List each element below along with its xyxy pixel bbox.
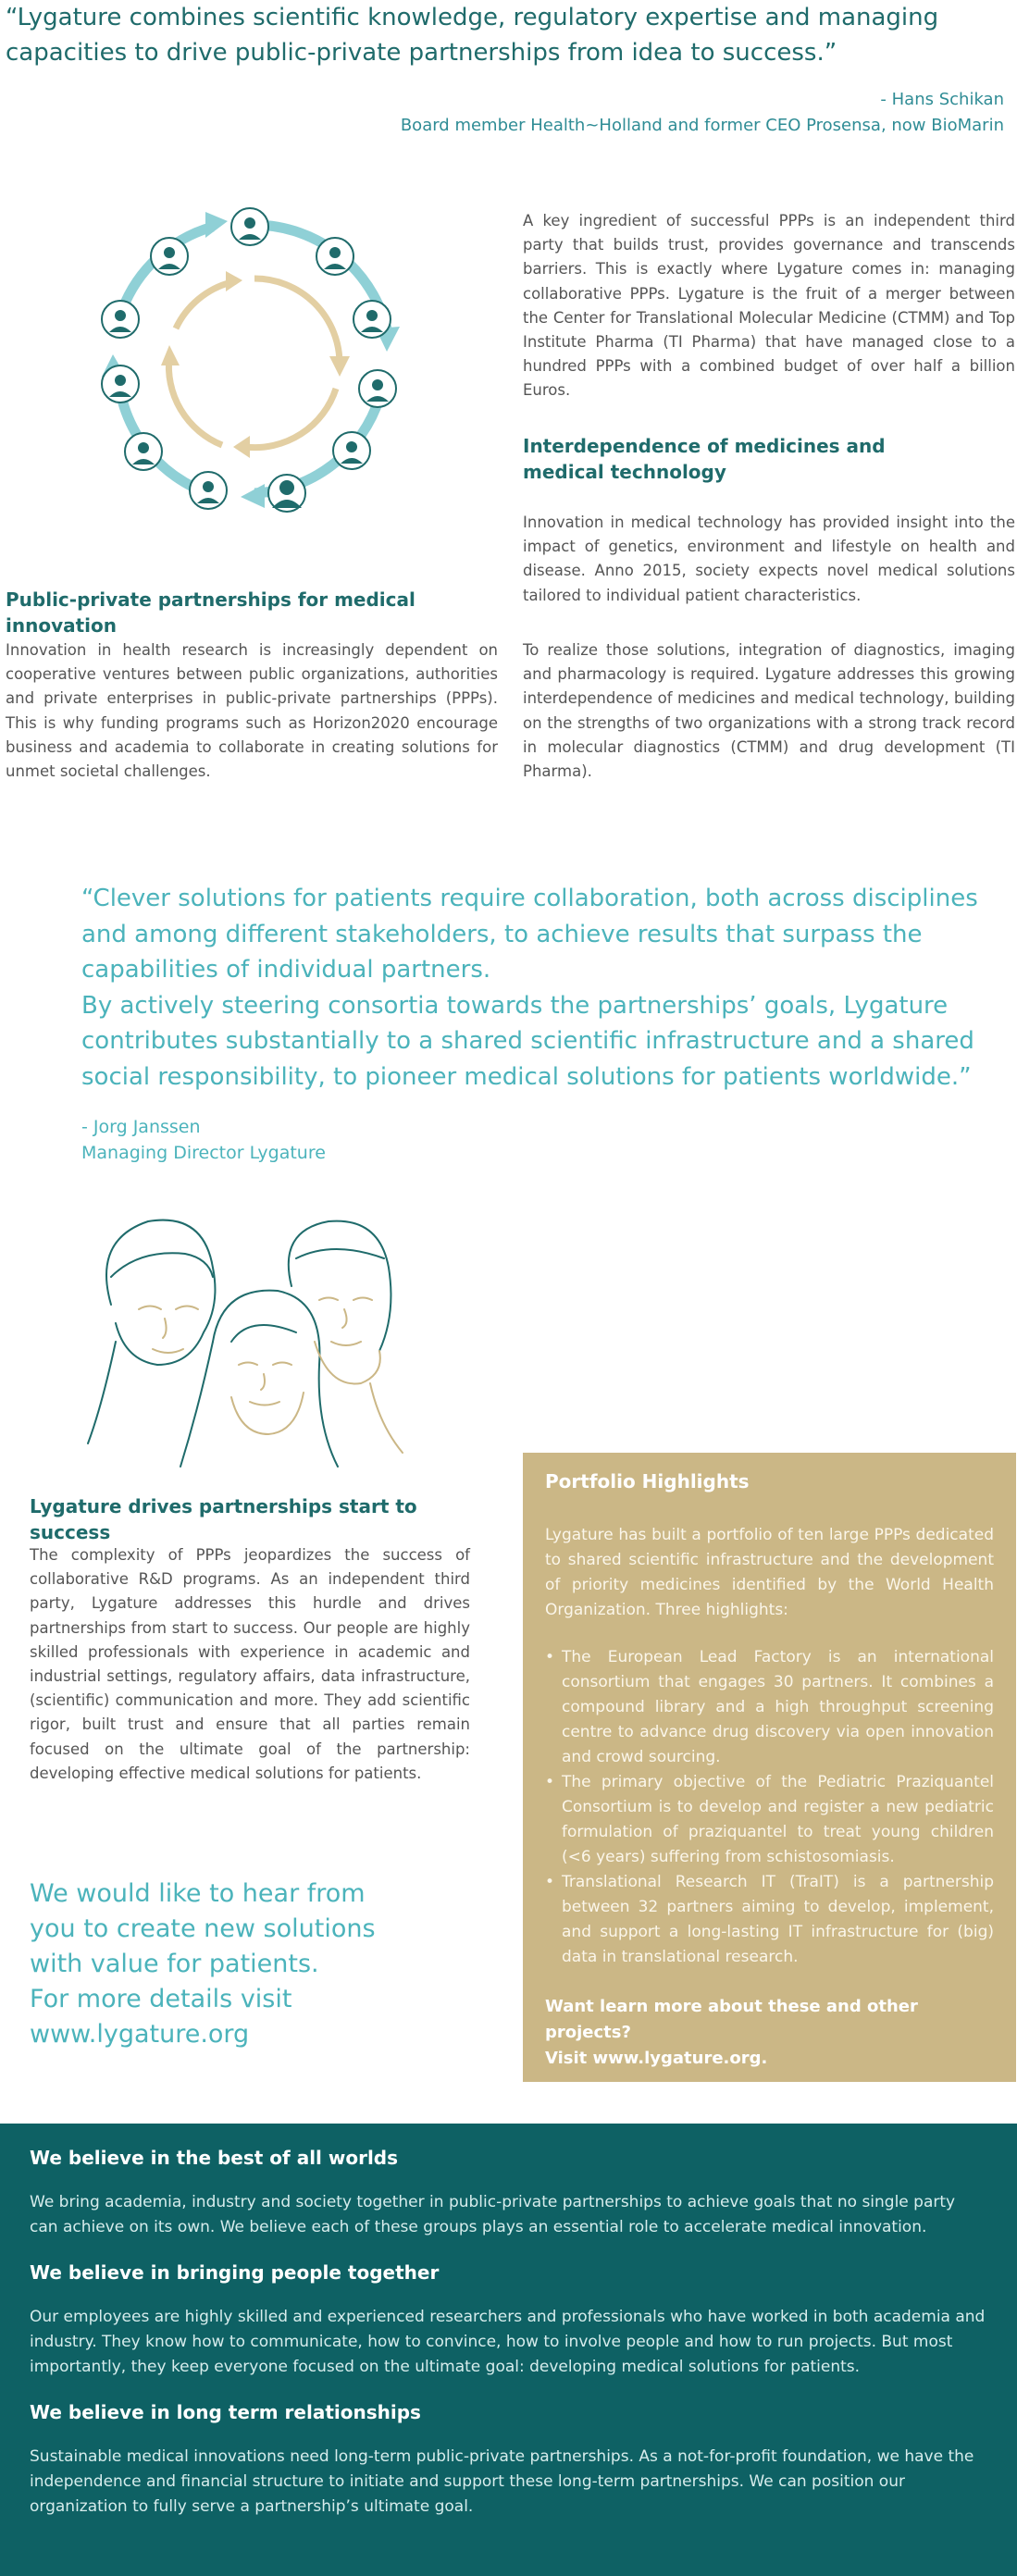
ppp-heading: Public-private partnerships for medical innovation (6, 588, 415, 637)
interdependence-para-1: Innovation in medical technology has provided insight into the impact of genetics, environment and lifestyle on health and disease. Anno 2015, society expects novel medical solutions tailored to individual patient characteristics. (523, 514, 1015, 604)
contact-callout-line-2: For more details visit www.lygature.org (30, 1985, 292, 2049)
mid-quote-part-2: By actively steering consortia towards the partnerships’ goals, Lygature contributes substantially to a shared scientific infrastructure and a shared social responsibility, to pioneer medical solutions for patients worldwide.” (81, 991, 974, 1091)
mid-quote-part-1: “Clever solutions for patients require collaboration, both across disciplines and among different stakeholders, to achieve results that surpass the capabilities of individual partners. (81, 885, 978, 984)
belief-body-best-of-all-worlds: We bring academia, industry and society together in public-private partnerships to achieve goals that no single party can achieve on its own. We believe each of these groups plays an essential role to accelerate medical innovation. (30, 2193, 956, 2236)
belief-heading-best-of-all-worlds: We believe in the best of all worlds (30, 2147, 399, 2169)
belief-heading-bringing-people-together: We believe in bringing people together (30, 2261, 440, 2284)
mid-quote-author: - Jorg Janssen (81, 1117, 201, 1137)
beliefs-section (0, 2124, 1017, 2576)
mid-quote (81, 881, 998, 1095)
mid-quote-role: Managing Director Lygature (81, 1143, 326, 1163)
belief-body-bringing-people-together: Our employees are highly skilled and experienced researchers and professionals who have worked in both academia and industry. They know how to communicate, how to convince, how to involve people and how to run projects. But most importantly, they keep everyone focused on the ultimate goal: developing medical solutions for patients. (30, 2308, 986, 2376)
faces-line-illustration (83, 1203, 407, 1471)
portfolio-item-european-lead-factory: • The European Lead Factory is an international consortium that engages 30 partners. It combines a compound library and a high throughput screening centre to advance drug discovery via open innovation and crowd sourcing. (545, 1645, 994, 1770)
interdependence-heading: Interdependence of medicines and medical technology (523, 435, 886, 483)
key-ingredient-body: A key ingredient of successful PPPs is an independent third party that builds trust, provides governance and transcends barriers. This is exactly where Lygature comes in: managing collaborative PPPs. Lygature is the fruit of a merger between the Center for Translational Molecular Medicine (CTMM) and Top Institute Pharma (TI Pharma) that have managed close to a hundred PPPs with a combined budget of over half a billion Euros. (523, 212, 1015, 400)
top-quote-role: Board member Health~Holland and former CEO Prosensa, now BioMarin (400, 116, 1004, 135)
portfolio-list (545, 1645, 994, 1970)
interdependence-para-2: To realize those solutions, integration of diagnostics, imaging and pharmacology is required. Lygature addresses this growing interdependence of medicines and medical technology, building on the strengths of two organizations with a strong track record in molecular diagnostics (CTMM) and drug development (TI Pharma). (523, 641, 1015, 781)
portfolio-cta-line-1: Want learn more about these and other projects? (545, 1997, 918, 2042)
top-quote-attribution (401, 87, 1004, 139)
portfolio-cta-line-2: Visit www.lygature.org. (545, 2049, 768, 2068)
portfolio-title: Portfolio Highlights (545, 1470, 750, 1492)
top-quote-author: - Hans Schikan (880, 90, 1004, 109)
belief-heading-long-term-relationships: We believe in long term relationships (30, 2401, 421, 2423)
drives-body: The complexity of PPPs jeopardizes the success of collaborative R&D programs. As an independent third party, Lygature addresses this hurdle and drives partnerships from start to success. Our people are highly skilled professionals with experience in academic and industrial settings, regulatory affairs, data infrastructure, (scientific) communication and more. They add scientific rigor, built trust and ensure that all parties remain focused on the ultimate goal of the partnership: developing effective medical solutions for patients. (30, 1546, 470, 1782)
contact-callout (30, 1876, 418, 2052)
portfolio-item-pediatric-praziquantel: • The primary objective of the Pediatric Praziquantel Consortium is to develop and register a new pediatric formulation of praziquantel to treat young children (<6 years) suffering from schistosomiasis. (545, 1770, 994, 1870)
portfolio-cta (545, 1994, 994, 2072)
portfolio-item-trait: • Translational Research IT (TraIT) is a partnership between 32 partners aiming to develop, implement, and support a long-lasting IT infrastructure for (big) data in translational research. (545, 1870, 994, 1970)
portfolio-intro: Lygature has built a portfolio of ten large PPPs dedicated to shared scientific infrastructure and the development of priority medicines identified by the World Health Organization. Three highlights: (545, 1526, 994, 1619)
partnership-circle-illustration (74, 199, 435, 518)
contact-callout-line-1: We would like to hear from you to create new solutions with value for patients. (30, 1879, 376, 1978)
belief-body-long-term-relationships: Sustainable medical innovations need long-term public-private partnerships. As a not-for-profit foundation, we have the independence and financial structure to initiate and support these long-term partnerships. We can position our organization to fully serve a partnership’s ultimate goal. (30, 2447, 974, 2516)
top-quote: “Lygature combines scientific knowledge, regulatory expertise and managing capacities to drive public-private partnerships from idea to success.” (6, 4, 939, 67)
ppp-body: Innovation in health research is increasingly dependent on cooperative ventures between public organizations, authorities and private enterprises in public-private partnerships (PPPs). This is why funding programs such as Horizon2020 encourage business and academia to collaborate in creating solutions for unmet societal challenges. (6, 641, 498, 781)
drives-heading: Lygature drives partnerships start to success (30, 1495, 417, 1543)
mid-quote-attribution (81, 1114, 326, 1166)
portfolio-highlights-box (523, 1453, 1016, 2082)
